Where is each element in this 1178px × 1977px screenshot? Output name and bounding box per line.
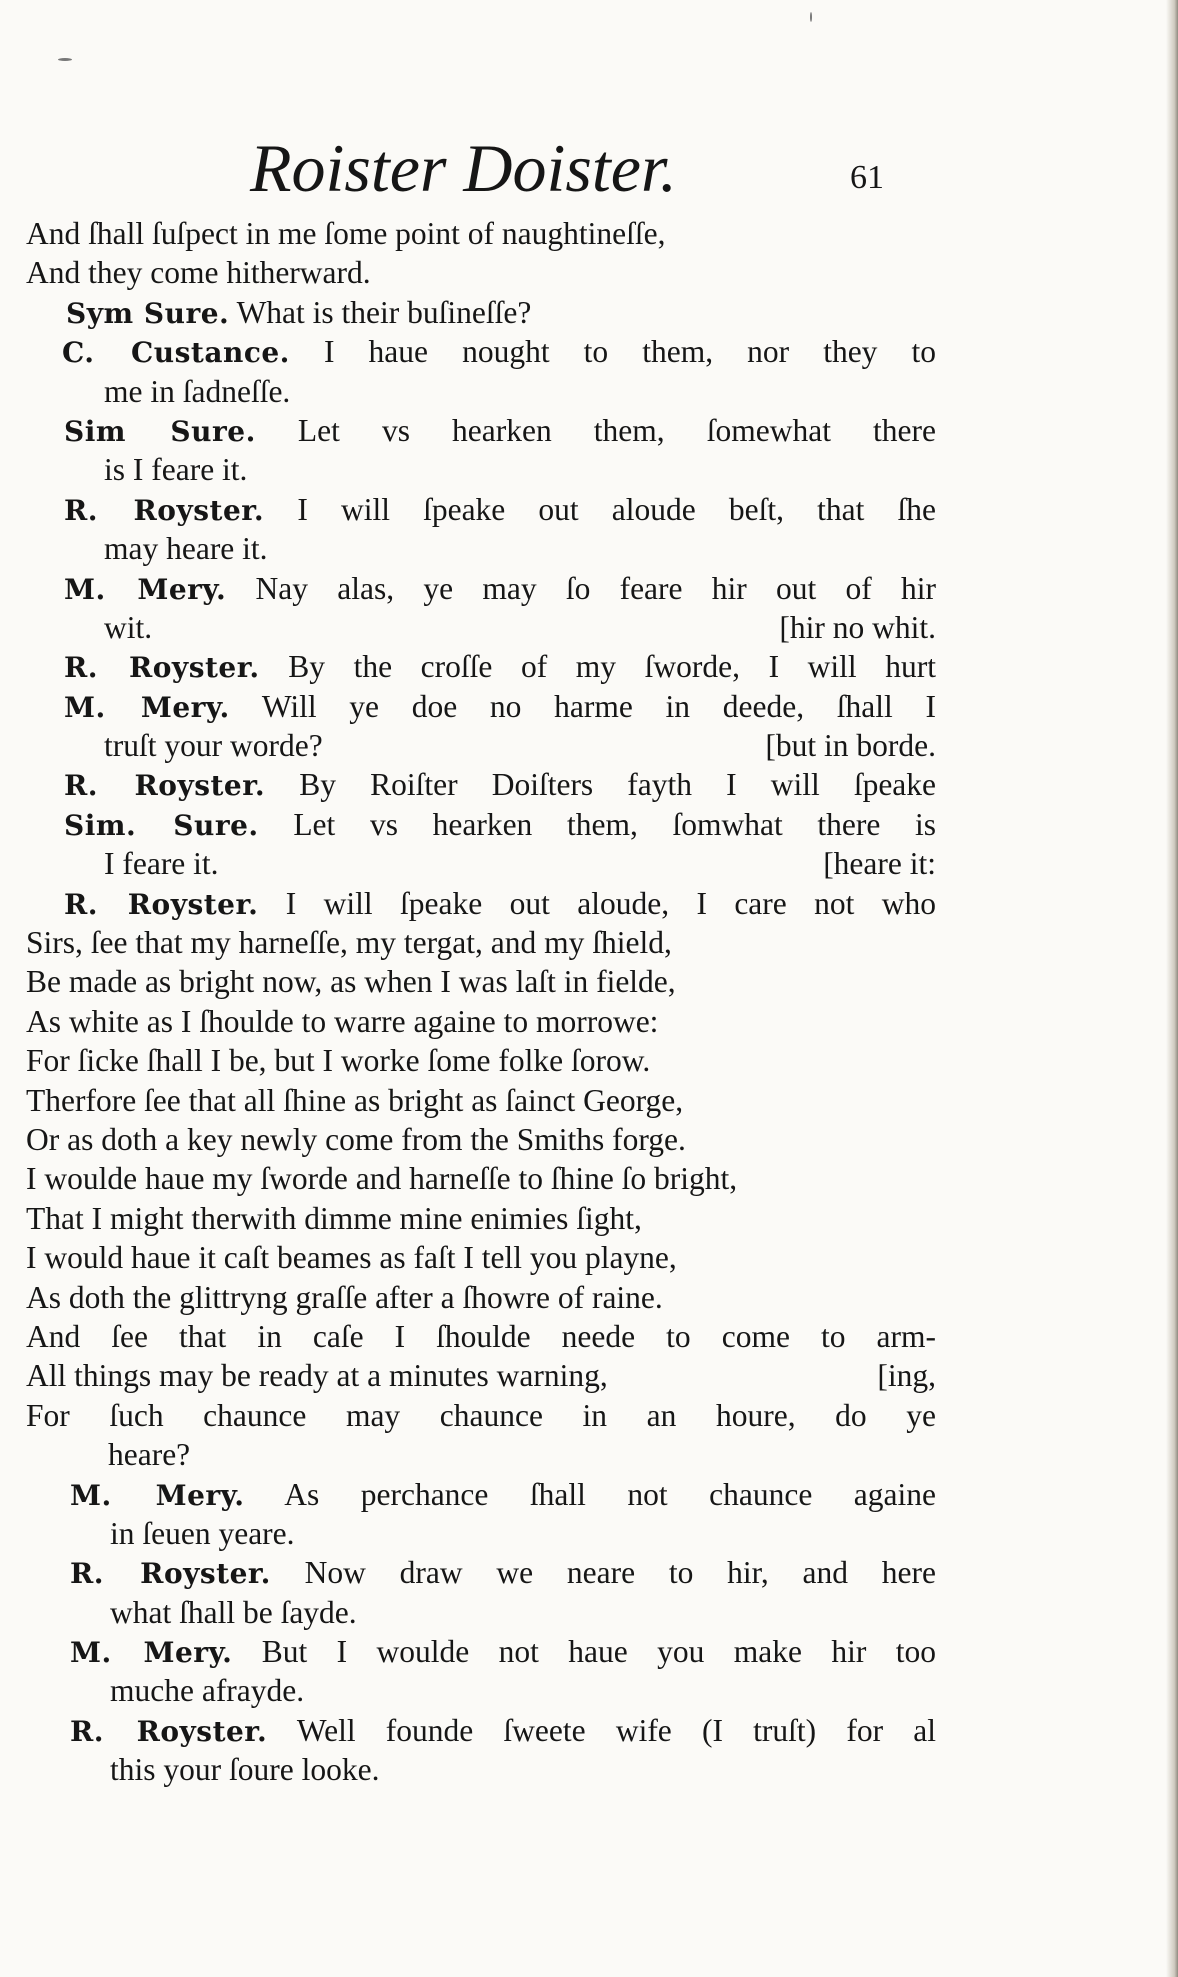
text-line <box>26 765 936 804</box>
running-header <box>0 128 1178 208</box>
speaker-name: M. Mery. <box>70 1636 233 1670</box>
text-line <box>26 214 936 253</box>
text-line <box>26 1711 936 1750</box>
text-line <box>26 1120 936 1159</box>
speaker-name: R. Royster. <box>64 651 260 685</box>
text-line <box>26 923 936 962</box>
text-line <box>26 1081 936 1120</box>
line-text: Well founde ſweete wife (I truſt) for al <box>267 1712 936 1748</box>
text-line <box>26 1593 936 1632</box>
line-text: Therfore ſee that all ſhine as bright as ſainct George, <box>26 1082 684 1118</box>
page-number: 61 <box>850 159 884 196</box>
line-text: I feare it. <box>104 846 219 882</box>
text-line <box>26 1041 936 1080</box>
text-line <box>26 1632 936 1671</box>
line-text: heare? <box>108 1437 191 1473</box>
text-line <box>26 1159 936 1198</box>
line-text: All things may be ready at a minutes warning, <box>26 1358 608 1394</box>
turnover-text: [but in borde. <box>765 728 936 764</box>
speaker-name: Sim Sure. <box>64 414 256 448</box>
speaker-name: R. Royster. <box>70 1557 271 1591</box>
line-text: wit. <box>104 609 153 645</box>
line-text: what ſhall be ſayde. <box>110 1594 357 1630</box>
line-text: I will ſpeake out aloude beſt, that ſhe <box>264 491 936 527</box>
line-text: I will ſpeake out aloude, I care not who <box>258 885 936 921</box>
line-text: I haue nought to them, nor they to <box>289 334 936 370</box>
text-line <box>26 569 936 608</box>
line-text: Will ye doe no harme in deede, ſhall I <box>229 688 936 724</box>
speaker-name: M. Mery. <box>70 1478 245 1512</box>
line-text: By the croſſe of my ſworde, I will hurt <box>259 649 936 685</box>
line-text: Or as doth a key newly come from the Smiths forge. <box>26 1121 686 1157</box>
line-text: Let vs hearken them, ſomewhat there <box>255 412 936 448</box>
line-text: truſt your worde? <box>104 728 323 764</box>
text-line <box>26 411 936 450</box>
speaker-name: R. Royster. <box>64 769 266 803</box>
line-text: But I woulde not haue you make hir too <box>232 1634 936 1670</box>
text-line <box>26 1475 936 1514</box>
speaker-name: M. Mery. <box>64 690 230 724</box>
text-line <box>26 450 936 489</box>
line-text: Now draw we neare to hir, and here <box>270 1555 936 1591</box>
line-text: What is their buſineſſe? <box>229 294 532 330</box>
line-text: is I feare it. <box>104 452 248 488</box>
text-line <box>26 1396 936 1435</box>
text-line <box>26 1435 936 1474</box>
line-text: Sirs, ſee that my harneſſe, my tergat, and my ſhield, <box>26 925 672 961</box>
turnover-text: [hir no whit. <box>779 609 936 645</box>
line-text: And they come hitherward. <box>26 255 371 291</box>
page-title: Roister Doister. <box>250 130 677 206</box>
text-line <box>26 332 936 371</box>
text-line <box>26 1750 936 1789</box>
line-text: I woulde haue my ſworde and harneſſe to ſhine ſo bright, <box>26 1161 738 1197</box>
text-line <box>26 1356 936 1395</box>
line-text: By Roiſter Doiſters fayth I will ſpeake <box>265 767 936 803</box>
line-text: And ſee that in caſe I ſhoulde neede to come to arm- <box>26 1318 936 1354</box>
speaker-name: Sym Sure. <box>66 296 230 330</box>
line-text: And ſhall ſuſpect in me ſome point of naughtineſſe, <box>26 216 666 251</box>
text-line <box>26 529 936 568</box>
line-text: For ſicke ſhall I be, but I worke ſome folke ſorow. <box>26 1043 651 1079</box>
speaker-name: Sim. Sure. <box>64 808 259 842</box>
text-line <box>26 490 936 529</box>
paper-speck <box>810 12 812 22</box>
speaker-name: R. Royster. <box>70 1714 268 1748</box>
page-edge-shadow <box>1166 0 1178 1977</box>
text-line <box>26 844 936 883</box>
play-text <box>26 214 936 1790</box>
line-text: As doth the glittryng graſſe after a ſhowre of raine. <box>26 1279 663 1315</box>
text-line <box>26 608 936 647</box>
text-line <box>26 884 936 923</box>
speaker-name: C. Custance. <box>62 336 290 370</box>
turnover-text: [ing, <box>877 1358 936 1394</box>
line-text: Be made as bright now, as when I was laſt in fielde, <box>26 964 676 1000</box>
speaker-name: R. Royster. <box>64 493 265 527</box>
text-line <box>26 372 936 411</box>
turnover-text: [heare it: <box>823 846 936 882</box>
line-text: me in ſadneſſe. <box>104 373 291 409</box>
paper-speck <box>58 58 72 61</box>
line-text: may heare it. <box>104 531 268 567</box>
text-line <box>26 687 936 726</box>
text-line <box>26 1671 936 1710</box>
text-line <box>26 1514 936 1553</box>
line-text: As perchance ſhall not chaunce againe <box>244 1476 936 1512</box>
line-text: muche afrayde. <box>110 1673 305 1709</box>
text-line <box>26 962 936 1001</box>
text-line <box>26 1199 936 1238</box>
text-line <box>26 1238 936 1277</box>
text-line <box>26 805 936 844</box>
line-text: For ſuch chaunce may chaunce in an houre, do ye <box>26 1397 936 1433</box>
speaker-name: R. Royster. <box>64 887 259 921</box>
text-line <box>26 1002 936 1041</box>
line-text: in ſeuen yeare. <box>110 1515 295 1551</box>
text-line <box>26 1553 936 1592</box>
text-line <box>26 253 936 292</box>
text-line <box>26 647 936 686</box>
text-line <box>26 293 936 332</box>
line-text: Nay alas, ye may ſo feare hir out of hir <box>226 570 936 606</box>
text-line <box>26 1278 936 1317</box>
line-text: Let vs hearken them, ſomwhat there is <box>258 806 936 842</box>
text-line <box>26 1317 936 1356</box>
line-text: I would haue it caſt beames as faſt I tell you playne, <box>26 1240 677 1276</box>
line-text: this your ſoure looke. <box>110 1752 380 1788</box>
line-text: As white as I ſhoulde to warre againe to morrowe: <box>26 1003 659 1039</box>
text-line <box>26 726 936 765</box>
line-text: That I might therwith dimme mine enimies ſight, <box>26 1200 642 1236</box>
speaker-name: M. Mery. <box>64 572 227 606</box>
